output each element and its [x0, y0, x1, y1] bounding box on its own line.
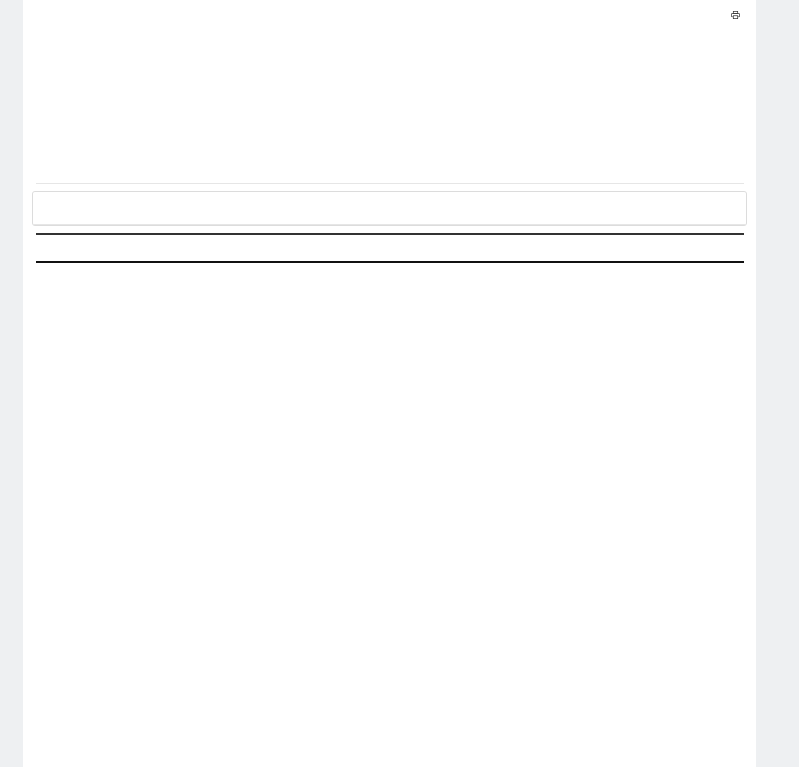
- options-table: [36, 160, 744, 263]
- grand-total-row: [36, 233, 744, 263]
- table-header: [36, 160, 744, 184]
- window-sticker-sheet: [23, 0, 756, 767]
- package-row: [33, 192, 746, 225]
- printer-icon: [731, 11, 740, 19]
- premium-package-group: [32, 191, 747, 226]
- print-button[interactable]: [731, 11, 743, 19]
